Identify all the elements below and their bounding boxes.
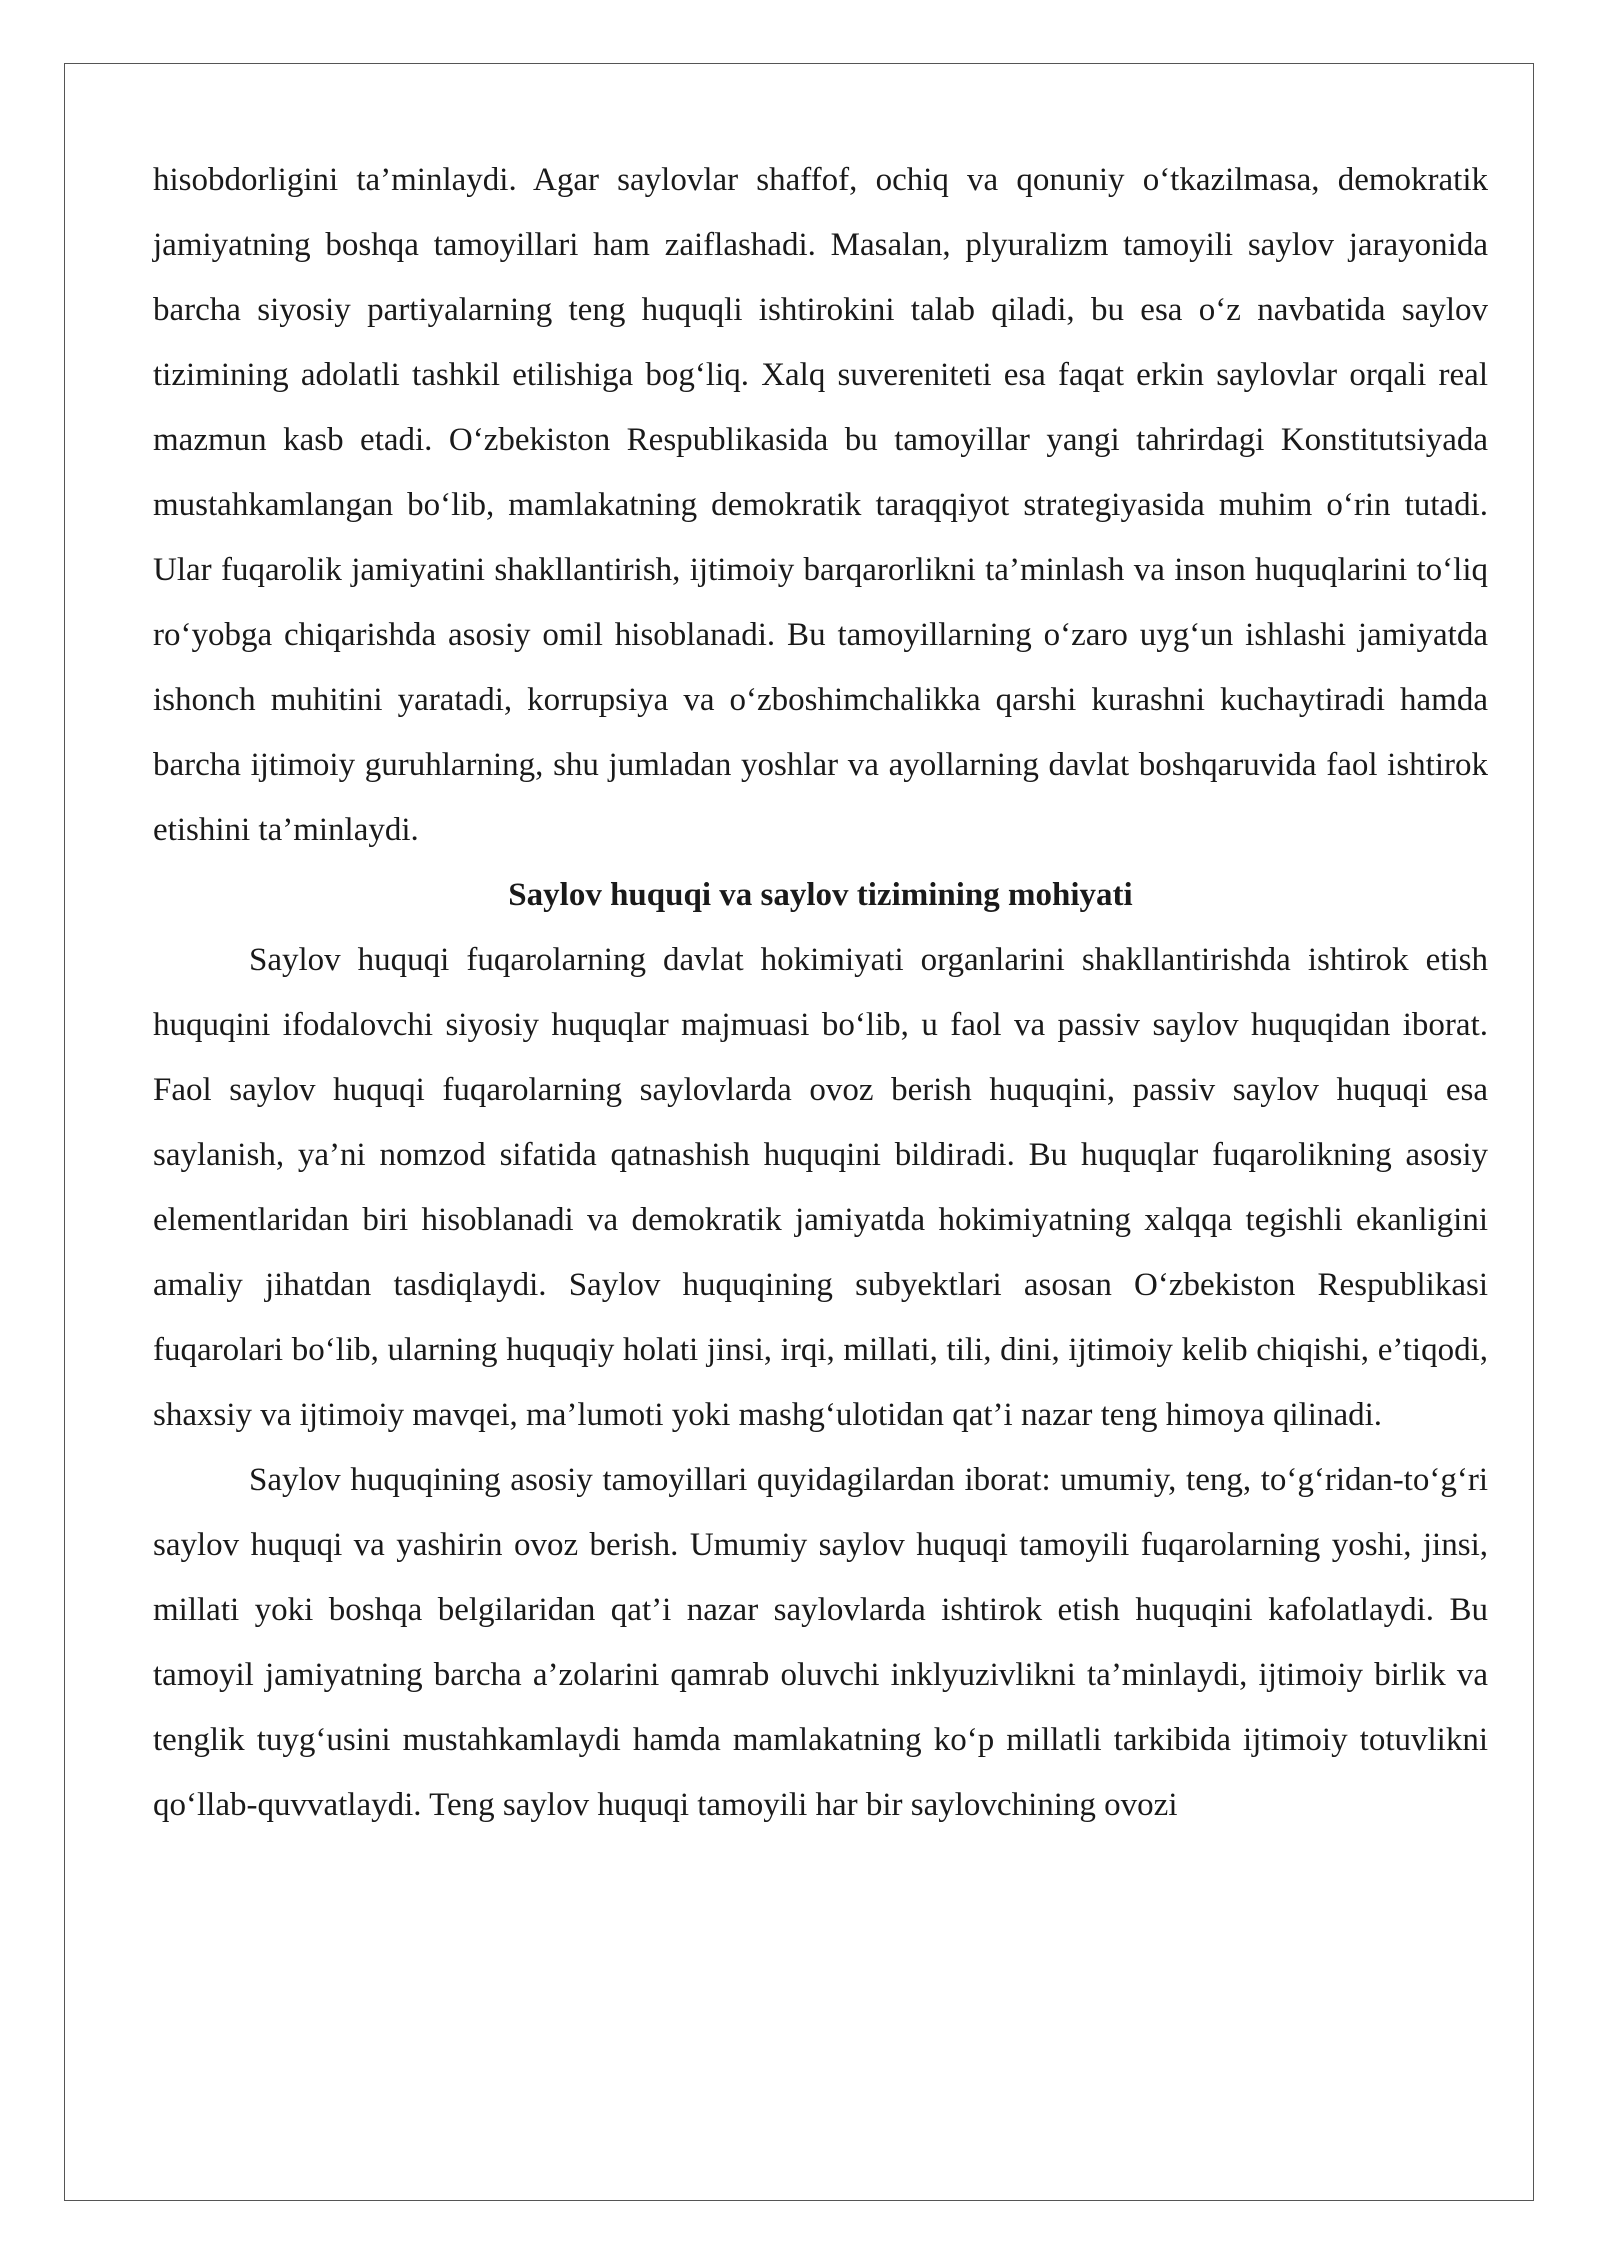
paragraph-continuation: hisobdorligini ta’minlaydi. Agar saylovlar shaffof, ochiq va qonuniy o‘tkazilmasa, demokratik jamiyatning boshqa tamoyillari ham zaiflashadi. Masalan, plyuralizm tamoyili saylov jarayonida barcha siyosiy partiyalarning teng huquqli ishtirokini talab qiladi, bu esa o‘z navbatida saylov tizimining adolatli tashkil etilishiga bog‘liq. Xalq suvereniteti esa faqat erkin saylovlar orqali real mazmun kasb etadi. O‘zbekiston Respublikasida bu tamoyillar yangi tahrirdagi Konstitutsiyada mustahkamlangan bo‘lib, mamlakatning demokratik taraqqiyot strategiyasida muhim o‘rin tutadi. Ular fuqarolik jamiyatini shakllantirish, ijtimoiy barqarorlikni ta’minlash va inson huquqlarini to‘liq ro‘yobga chiqarishda asosiy omil hisoblanadi. Bu tamoyillarning o‘zaro uyg‘un ishlashi jamiyatda ishonch muhitini yaratadi, korrupsiya va o‘zboshimchalikka qarshi kurashni kuchaytiradi hamda barcha ijtimoiy guruhlarning, shu jumladan yoshlar va ayollarning davlat boshqaruvida faol ishtirok etishini ta’minlaydi.: [153, 162, 1488, 848]
paragraph-asosiy-tamoyillar: Saylov huquqining asosiy tamoyillari quyidagilardan iborat: umumiy, teng, to‘g‘ridan-to‘g‘ri saylov huquqi va yashirin ovoz berish. Umumiy saylov huquqi tamoyili fuqarolarning yoshi, jinsi, millati yoki boshqa belgilaridan qat’i nazar saylovlarda ishtirok etish huquqini kafolatlaydi. Bu tamoyil jamiyatning barcha a’zolarini qamrab oluvchi inklyuzivlikni ta’minlaydi, ijtimoiy birlik va tenglik tuyg‘usini mustahkamlaydi hamda mamlakatning ko‘p millatli tarkibida ijtimoiy totuvlikni qo‘llab-quvvatlaydi. Teng saylov huquqi tamoyili har bir saylovchining ovozi: [153, 1462, 1488, 1823]
document-body: [153, 148, 1488, 1838]
section-heading: Saylov huquqi va saylov tizimining mohiyati: [508, 877, 1133, 913]
paragraph-saylov-huquqi: Saylov huquqi fuqarolarning davlat hokimiyati organlarini shakllantirishda ishtirok etish huquqini ifodalovchi siyosiy huquqlar majmuasi bo‘lib, u faol va passiv saylov huquqidan iborat. Faol saylov huquqi fuqarolarning saylovlarda ovoz berish huquqini, passiv saylov huquqi esa saylanish, ya’ni nomzod sifatida qatnashish huquqini bildiradi. Bu huquqlar fuqarolikning asosiy elementlaridan biri hisoblanadi va demokratik jamiyatda hokimiyatning xalqqa tegishli ekanligini amaliy jihatdan tasdiqlaydi. Saylov huquqining subyektlari asosan O‘zbekiston Respublikasi fuqarolari bo‘lib, ularning huquqiy holati jinsi, irqi, millati, tili, dini, ijtimoiy kelib chiqishi, e’tiqodi, shaxsiy va ijtimoiy mavqei, ma’lumoti yoki mashg‘ulotidan qat’i nazar teng himoya qilinadi.: [153, 942, 1488, 1433]
